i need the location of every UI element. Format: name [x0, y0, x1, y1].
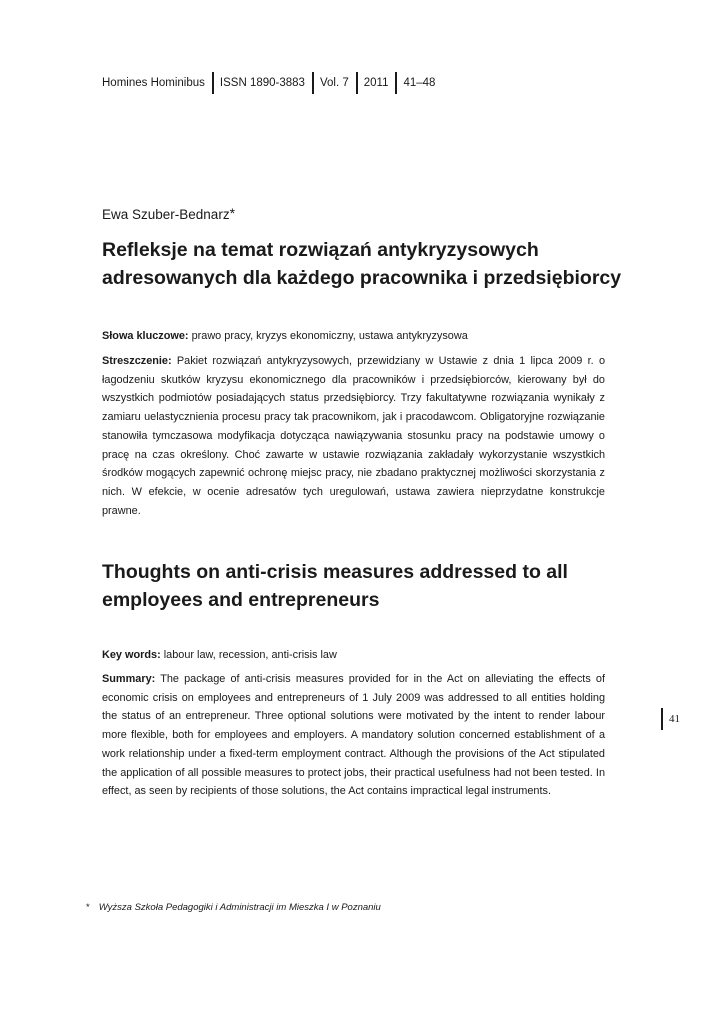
- journal-name: Homines Hominibus: [102, 77, 205, 89]
- header-separator: [212, 72, 214, 94]
- abstract-pl-text: Pakiet rozwiązań antykryzysowych, przewidziany w Ustawie z dnia 1 lipca 2009 r. o łagodzeniu skutków kryzysu ekonomicznego dla pracowników i przedsiębiorców, kierowany był do wszystkich podmiotów posiadających status przedsiębiorcy. Trzy fakultatywne rozwiązania wynikały z zamiaru uelastycznienia procesu pracy tak pracownikom, jak i pracodawcom. Obligatoryjne rozwiązanie stanowiła tymczasowa modyfikacja dotycząca nawiązywania stosunku pracy na podstawie umowy o pracę na czas określony. Choć zawarte w ustawie rozwiązania zakładały wykorzystanie wszystkich środków mogących zapewnić ochronę miejsc pracy, nie zbadano praktycznej możliwości skorzystania z nich. W efekcie, w ocenie adresatów tych uregulowań, ustawa zawiera nieprzydatne konstrukcje prawne.: [102, 355, 605, 517]
- header-separator: [395, 72, 397, 94]
- keywords-en-text: labour law, recession, anti-crisis law: [160, 649, 337, 661]
- keywords-pl-text: prawo pracy, kryzys ekonomiczny, ustawa antykryzysowa: [188, 330, 468, 342]
- summary-en: [102, 670, 605, 801]
- abstract-pl-label: Streszczenie:: [102, 355, 172, 367]
- keywords-en: [102, 646, 605, 665]
- page-number: [661, 708, 680, 730]
- page-range: 41–48: [403, 77, 436, 89]
- author-name: Ewa Szuber-Bednarz: [102, 207, 230, 222]
- footnote: [86, 902, 381, 913]
- author-line: [102, 205, 235, 222]
- author-footnote-mark: *: [229, 205, 236, 221]
- header-separator: [356, 72, 358, 94]
- volume: Vol. 7: [319, 77, 349, 89]
- keywords-en-label: Key words:: [102, 649, 161, 661]
- header-separator: [312, 72, 314, 94]
- article-title-en: Thoughts on anti-crisis measures addressed to all employees and entrepreneurs: [102, 561, 568, 611]
- page-number-bar: [661, 708, 663, 730]
- abstract-pl: [102, 352, 605, 520]
- footnote-mark: *: [86, 902, 90, 913]
- running-header: [102, 70, 435, 96]
- year: 2011: [363, 77, 389, 89]
- article-title-pl: Refleksje na temat rozwiązań antykryzysowych adresowanych dla każdego pracownika i przedsiębiorcy: [102, 239, 622, 289]
- keywords-pl-label: Słowa kluczowe:: [102, 330, 189, 342]
- keywords-pl: [102, 327, 605, 346]
- page-number-value: 41: [669, 713, 680, 725]
- summary-en-text: The package of anti-crisis measures provided for in the Act on alleviating the effects of economic crisis on employees and entrepreneurs of 1 July 2009 was addressed to all entities holding the status of an entrepreneur. Three optional solutions were motivated by the intent to render labour more flexible, both for employees and employers. A mandatory solution concerned establishment of a work relationship under a fixed-term employment contract. Although the provisions of the Act stipulated the application of all possible measures to protect jobs, their practical usefulness had not been tested. In effect, as seen by recipients of those solutions, the Act contains impractical legal instruments.: [102, 673, 605, 798]
- summary-en-label: Summary:: [102, 673, 156, 685]
- issn: ISSN 1890-3883: [219, 77, 305, 89]
- footnote-text: Wyższa Szkoła Pedagogiki i Administracji im Mieszka I w Poznaniu: [98, 902, 381, 913]
